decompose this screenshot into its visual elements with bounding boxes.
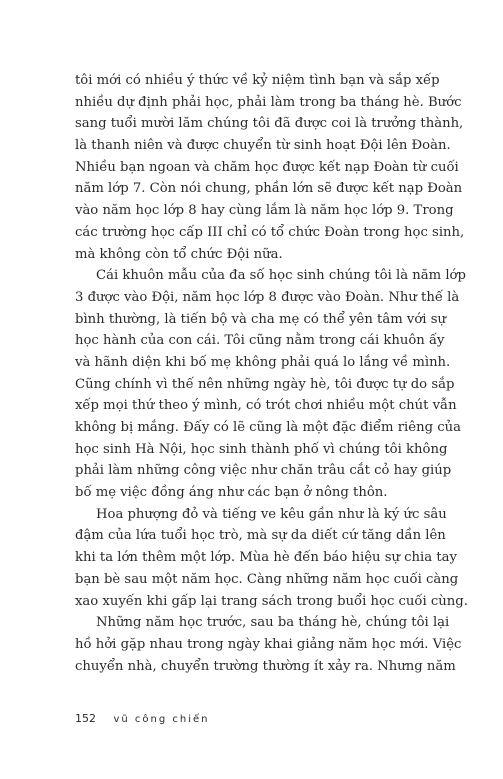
text-line: hồ hởi gặp nhau trong ngày khai giảng năm học mới. Việc xyxy=(75,636,462,652)
text-line: Những năm học trước, sau ba tháng hè, chúng tôi lại xyxy=(96,615,450,631)
text-line: Cái khuôn mẫu của đa số học sinh chúng tôi là năm lớp xyxy=(96,268,466,284)
text-line: không bị mắng. Đấy có lẽ cũng là một đặc điểm riêng của xyxy=(75,420,461,435)
text-line: mà không còn tổ chức Đội nữa. xyxy=(75,246,283,262)
text-line: xếp mọi thứ theo ý mình, có trót chơi nhiều một chút vẫn xyxy=(75,398,457,414)
text-line: là thanh niên và được chuyển từ sinh hoạt Đội lên Đoàn. xyxy=(75,138,451,154)
paragraph-1 xyxy=(75,70,465,265)
paragraph-3 xyxy=(75,504,468,612)
body-text xyxy=(75,70,468,677)
text-line: bố mẹ việc đồng áng như các bạn ở nông thôn. xyxy=(75,485,388,501)
text-line: học hành của con cái. Tôi cũng nằm trong cái khuôn ấy xyxy=(75,333,445,349)
page-footer xyxy=(75,712,210,725)
text-line: tôi mới có nhiều ý thức về kỷ niệm tình bạn và sắp xếp xyxy=(75,73,440,88)
text-line: Cũng chính vì thế nên những ngày hè, tôi được tự do sắp xyxy=(75,376,455,392)
text-line: và hãnh diện khi bố mẹ không phải quá lo lắng về mình. xyxy=(75,354,451,370)
text-line: đậm của lứa tuổi học trò, mà sự da diết cứ tăng dần lên xyxy=(75,528,446,544)
text-line: phải làm những công việc như chăn trâu cắt cỏ hay giúp xyxy=(75,463,452,479)
paragraph-2 xyxy=(75,265,466,504)
text-line: bạn bè sau một năm học. Càng những năm học cuối càng xyxy=(75,571,459,587)
text-line: học sinh Hà Nội, học sinh thành phố vì chúng tôi không xyxy=(75,441,448,457)
text-line: 3 được vào Đội, năm học lớp 8 được vào Đoàn. Như thế là xyxy=(75,289,460,305)
text-line: khi ta lớn thêm một lớp. Mùa hè đến báo hiệu sự chia tay xyxy=(75,550,457,566)
text-line: bình thường, là tiến bộ và cha mẹ có thể yên tâm với sự xyxy=(75,311,446,327)
text-line: năm lớp 7. Còn nói chung, phần lớn sẽ được kết nạp Đoàn xyxy=(75,181,463,197)
text-line: vào năm học lớp 8 hay cùng lắm là năm học lớp 9. Trong xyxy=(75,203,454,219)
text-line: chuyển nhà, chuyển trường thường ít xảy ra. Nhưng năm xyxy=(75,658,456,674)
text-line: Nhiều bạn ngoan và chăm học được kết nạp Đoàn từ cuối xyxy=(75,159,459,175)
running-footer-author: vũ công chiến xyxy=(113,714,210,725)
text-line: nhiều dự định phải học, phải làm trong ba tháng hè. Bước xyxy=(75,94,462,110)
text-line: Hoa phượng đỏ và tiếng ve kêu gần như là ký ức sâu xyxy=(96,506,447,522)
paragraph-4 xyxy=(75,612,462,677)
text-line: các trường học cấp III chỉ có tổ chức Đoàn trong học sinh, xyxy=(75,224,465,240)
text-line: xao xuyến khi gấp lại trang sách trong buổi học cuối cùng. xyxy=(75,593,468,609)
page-number: 152 xyxy=(75,712,96,725)
text-line: sang tuổi mười lăm chúng tôi đã được coi là trưởng thành, xyxy=(75,116,464,132)
